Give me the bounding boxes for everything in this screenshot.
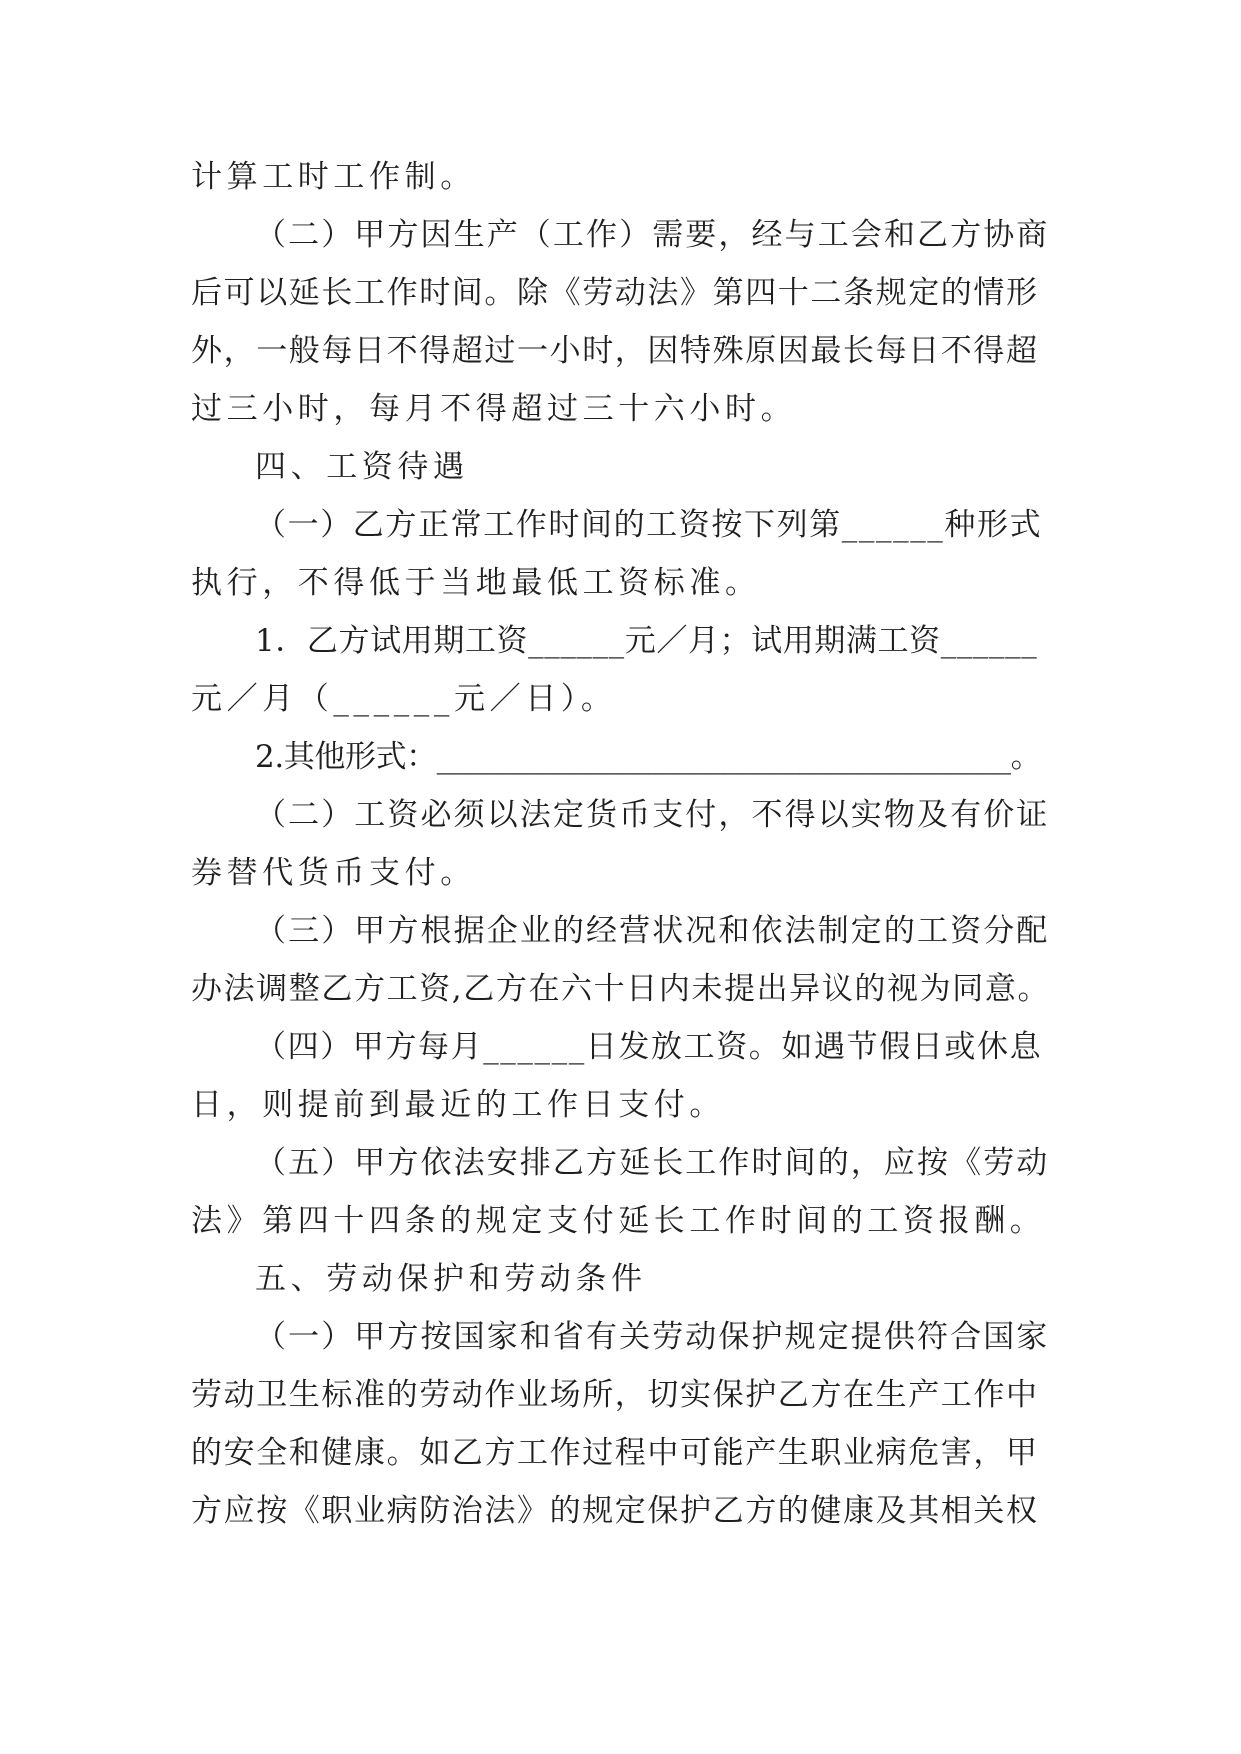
paragraph-start: （一）甲方按国家和省有关劳动保护规定提供符合国家 <box>255 1319 1050 1355</box>
text-line: 券替代货币支付。 <box>191 855 476 891</box>
paragraph-start: （一）乙方正常工作时间的工资按下列第______种形式 <box>255 507 1043 543</box>
text-line: 方应按《职业病防治法》的规定保护乙方的健康及其相关权 <box>191 1493 1039 1529</box>
paragraph-start: （二）甲方因生产（工作）需要，经与工会和乙方协商 <box>255 217 1050 253</box>
list-item-wage-form-2: 2.其他形式：______________________________________。 <box>255 739 1042 775</box>
section-heading-labor-protection: 五、劳动保护和劳动条件 <box>255 1261 647 1297</box>
paragraph-start: （五）甲方依法安排乙方延长工作时间的，应按《劳动 <box>255 1145 1050 1181</box>
text-line: 办法调整乙方工资,乙方在六十日内未提出异议的视为同意。 <box>191 971 1051 1007</box>
text-line: 日，则提前到最近的工作日支付。 <box>191 1087 725 1123</box>
section-heading-wages: 四、工资待遇 <box>255 449 469 485</box>
list-item-wage-form-1: 1．乙方试用期工资______元／月；试用期满工资______ <box>255 623 1038 659</box>
paragraph-start: （三）甲方根据企业的经营状况和依法制定的工资分配 <box>255 913 1050 949</box>
paragraph-start: （二）工资必须以法定货币支付，不得以实物及有价证 <box>255 797 1050 833</box>
text-line: 法》第四十四条的规定支付延长工作时间的工资报酬。 <box>191 1203 1046 1239</box>
text-line: 后可以延长工作时间。除《劳动法》第四十二条规定的情形 <box>191 275 1039 311</box>
text-line: 计算工时工作制。 <box>191 159 476 195</box>
text-line: 执行，不得低于当地最低工资标准。 <box>191 565 761 601</box>
paragraph-start: （四）甲方每月______日发放工资。如遇节假日或休息 <box>255 1029 1043 1065</box>
text-line: 过三小时，每月不得超过三十六小时。 <box>191 391 797 427</box>
text-line: 外，一般每日不得超过一小时，因特殊原因最长每日不得超 <box>191 333 1039 369</box>
document-body <box>191 148 1051 1540</box>
text-line: 元／月（______元／日）。 <box>191 681 617 717</box>
text-line: 的安全和健康。如乙方工作过程中可能产生职业病危害，甲 <box>191 1435 1039 1471</box>
text-line: 劳动卫生标准的劳动作业场所，切实保护乙方在生产工作中 <box>191 1377 1039 1413</box>
